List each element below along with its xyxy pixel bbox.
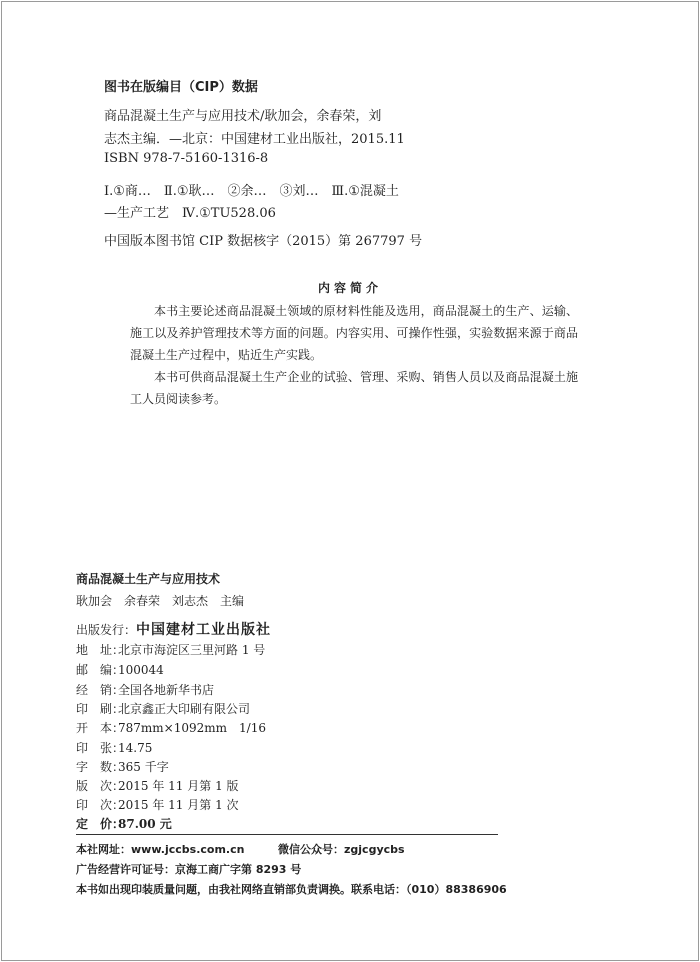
postcode-row bbox=[76, 661, 164, 678]
cip-classification-1: Ⅰ.①商… Ⅱ.①耿… ②余… ③刘… Ⅲ.①混凝土 bbox=[104, 184, 399, 199]
edition-row bbox=[76, 777, 239, 794]
cip-line-1: 商品混凝土生产与应用技术/耿加会，余春荣，刘 bbox=[104, 109, 382, 124]
row-label: 经 销： bbox=[76, 683, 125, 697]
row-value: 北京市海淀区三里河路 1 号 bbox=[118, 643, 266, 657]
footer-wechat: 微信公众号：zgjcgycbs bbox=[278, 843, 405, 856]
distributor-row bbox=[76, 681, 214, 698]
footer-ad-license: 广告经营许可证号：京海工商广字第 8293 号 bbox=[76, 863, 302, 876]
cip-heading: 图书在版编目（CIP）数据 bbox=[104, 80, 258, 95]
divider-line bbox=[76, 834, 498, 835]
cip-classification-2: —生产工艺 Ⅳ.①TU528.06 bbox=[104, 206, 276, 221]
printing-row bbox=[76, 796, 239, 813]
row-value: 北京鑫正大印刷有限公司 bbox=[118, 702, 251, 716]
row-label: 印 次： bbox=[76, 798, 125, 812]
price-label: 定 价： bbox=[76, 817, 125, 831]
book-authors: 耿加会 余春荣 刘志杰 主编 bbox=[76, 594, 245, 608]
row-label: 开 本： bbox=[76, 721, 125, 735]
publisher-name: 中国建材工业出版社 bbox=[136, 622, 272, 638]
cip-isbn: ISBN 978-7-5160-1316-8 bbox=[104, 151, 269, 166]
summary-paragraph-2: 本书可供商品混凝土生产企业的试验、管理、采购、销售人员以及商品混凝土施工人员阅读参考。 bbox=[130, 370, 578, 406]
row-label: 印 刷： bbox=[76, 702, 125, 716]
publisher-row bbox=[76, 619, 271, 639]
price-value: 87.00 元 bbox=[118, 817, 172, 831]
row-value: 100044 bbox=[118, 663, 164, 677]
printer-row bbox=[76, 700, 250, 717]
sheets-row bbox=[76, 739, 152, 756]
cip-record-number: 中国版本图书馆 CIP 数据核字（2015）第 267797 号 bbox=[104, 234, 423, 249]
format-row bbox=[76, 719, 266, 736]
footer-notice: 本书如出现印装质量问题，由我社网络直销部负责调换。联系电话：（010）88386906 bbox=[76, 883, 507, 896]
row-label: 邮 编： bbox=[76, 663, 125, 677]
row-label: 地 址： bbox=[76, 643, 125, 657]
row-label: 版 次： bbox=[76, 779, 125, 793]
book-title: 商品混凝土生产与应用技术 bbox=[76, 572, 221, 586]
row-label: 印 张： bbox=[76, 741, 125, 755]
summary-paragraph-1: 本书主要论述商品混凝土领域的原材料性能及选用，商品混凝土的生产、运输、施工以及养护管理技术等方面的问题。内容实用、可操作性强，实验数据来源于商品混凝土生产过程中，贴近生产实践。 bbox=[130, 304, 578, 362]
row-label: 字 数： bbox=[76, 760, 125, 774]
wordcount-row bbox=[76, 758, 169, 775]
address-row bbox=[76, 641, 265, 658]
cip-line-2: 志杰主编．—北京：中国建材工业出版社，2015.11 bbox=[104, 132, 405, 147]
row-value: 2015 年 11 月第 1 版 bbox=[118, 779, 239, 793]
publisher-label: 出版发行： bbox=[76, 623, 137, 637]
price-row bbox=[76, 815, 172, 832]
summary-heading: 内容简介 bbox=[317, 281, 382, 295]
row-value: 14.75 bbox=[118, 741, 153, 755]
row-value: 2015 年 11 月第 1 次 bbox=[118, 798, 239, 812]
footer-website: 本社网址：www.jccbs.com.cn bbox=[76, 843, 245, 856]
row-value: 全国各地新华书店 bbox=[118, 683, 215, 697]
row-value: 365 千字 bbox=[118, 760, 169, 774]
row-value: 787mm×1092mm 1/16 bbox=[118, 721, 266, 735]
